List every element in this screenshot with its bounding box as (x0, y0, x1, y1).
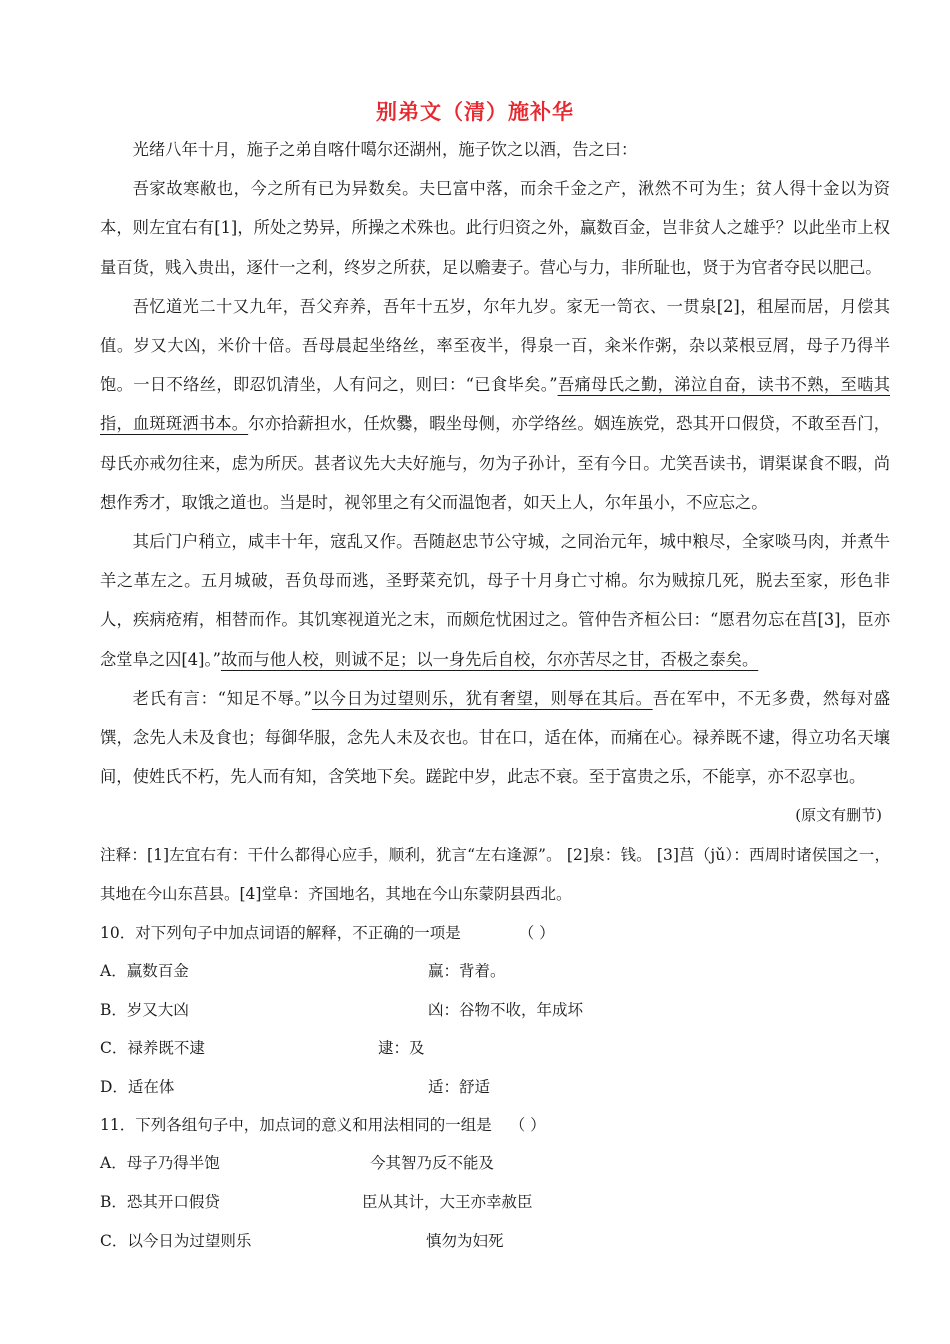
paragraph-text: 尔亦拾薪担水，任炊爨，暇坐母侧，亦学络丝。姻连族党，恐其开口假贷，不敢至吾门，母氏亦戒勿往来，虑为所厌。甚者议先大夫好施与，勿为子孙计，至有今日。尤笑吾读书，谓渠谋食不暇，尚想作秀才，取饿之道也。当是时，视邻里之有父而温饱者，如天上人，尔年虽小，不应忘之。 (100, 414, 890, 512)
page-title: 别弟文（清）施补华 (376, 100, 574, 124)
option-gloss: 慎勿为妇死 (426, 1231, 504, 1250)
question-11 (100, 1106, 890, 1260)
question-text: 11．下列各组句子中，加点词的意义和用法相同的一组是 (100, 1116, 492, 1135)
paragraph (100, 287, 890, 522)
option-gloss: 逮：及 (378, 1039, 425, 1058)
paragraph: 光绪八年十月，施子之弟自喀什噶尔还湖州，施子饮之以酒，告之曰： (132, 140, 638, 159)
option-gloss: 适：舒适 (428, 1077, 491, 1096)
paragraph-text: 吾在军中，不无多费，然每对盛馔，念先人未及食也；每御华服，念先人未及衣也。甘在口，适在体，而痛在心。禄养既不逮，得立功名天壤间，使姓氏不朽，先人而有知，含笑地下矣。蹉跎中岁，此志不衰。至于富贵之乐，不能享，亦不忍享也。 (100, 688, 890, 787)
article-body (100, 130, 890, 1260)
question-stem (100, 914, 890, 952)
option-row (100, 1222, 890, 1261)
option-sentence: B．恐其开口假贷 (100, 1193, 220, 1212)
option-row (100, 1029, 890, 1068)
underlined-sentence: 故而与他人校，则诚不足；以一身先后自校，尔亦苦尽之甘，否极之泰矣。 (220, 649, 759, 669)
answer-blank: （ ） (518, 924, 555, 943)
annotations: 注释：[1]左宜右有：干什么都得心应手，顺利，犹言“左右逢源”。 [2]泉：钱。 [3]莒（jǔ）：西周时诸侯国之一，其地在今山东莒县。[4]堂阜：齐国地名，其地在今山东蒙阴县西北。 (100, 845, 890, 903)
option-row (100, 991, 890, 1030)
paragraph-text: 吾忆道光二十又九年，吾父弃养，吾年十五岁，尔年九岁。家无一笥衣、一贯泉[2]，租屋而居，月偿其值。岁又大凶，米价十倍。吾母晨起坐络丝，率至夜半，得泉一百，籴米作粥，杂以菜根豆屑，母子乃得半饱。一日不络丝，即忍饥清坐，人有问之，则曰：“已食毕矣。” (100, 296, 890, 395)
option-gloss: 凶：谷物不收，年成坏 (428, 1000, 584, 1019)
source-note: (原文有删节) (795, 806, 882, 825)
paragraph (100, 679, 890, 797)
option-sentence: C．禄养既不逮 (100, 1039, 205, 1058)
question-stem (100, 1106, 890, 1144)
option-sentence: C．以今日为过望则乐 (100, 1231, 252, 1250)
option-sentence: D．适在体 (100, 1077, 175, 1096)
option-row (100, 1183, 890, 1222)
paragraph-text: 其后门户稍立，咸丰十年，寇乱又作。吾随赵忠节公守城，之同治元年，城中粮尽，全家啖马肉，并煮牛羊之革左之。五月城破，吾负母而逃，圣野菜充饥，母子十月身亡寸棉。尔为贼掠几死，脱去至家，形色非人，疾病疮痏，相替而作。其饥寒视道光之末，而颇危忧困过之。管仲告齐桓公曰：“愿君勿忘在莒[3]，臣亦念堂阜之囚[4]。” (100, 532, 890, 669)
underlined-sentence: 吾痛母氏之勤，涕泣自奋，读书不熟，至啮其指，血斑斑洒书本。 (100, 375, 890, 434)
paragraph: 吾家故寒敝也，今之所有已为异数矣。夫巳富中落，而余千金之产，湫然不可为生；贫人得十金以为资本，则左宜右有[1]，所处之势异，所操之术殊也。此行归资之外，赢数百金，岂非贫人之雄乎？以此坐市上权量百货，贱入贵出，逐什一之利，终岁之所获，足以赡妻子。营心与力，非所耻也，贤于为官者夺民以肥己。 (100, 179, 890, 277)
option-gloss: 臣从其计，大王亦幸赦臣 (362, 1193, 533, 1212)
option-sentence: A．赢数百金 (100, 962, 189, 981)
paragraph-text: 老氏有言：“知足不辱。” (132, 688, 312, 708)
option-gloss: 赢：背着。 (428, 962, 506, 981)
option-row (100, 1068, 890, 1107)
option-row (100, 952, 890, 991)
answer-blank: （ ） (509, 1116, 546, 1135)
option-row (100, 1144, 890, 1183)
option-sentence: B．岁又大凶 (100, 1000, 189, 1019)
underlined-sentence: 以今日为过望则乐，犹有奢望，则辱在其后。 (311, 688, 653, 708)
option-sentence: A．母子乃得半饱 (100, 1154, 220, 1173)
question-text: 10．对下列句子中加点词语的解释，不正确的一项是 (100, 924, 461, 943)
paragraph (100, 522, 890, 679)
question-10 (100, 914, 890, 1106)
option-gloss: 今其智乃反不能及 (370, 1154, 495, 1173)
